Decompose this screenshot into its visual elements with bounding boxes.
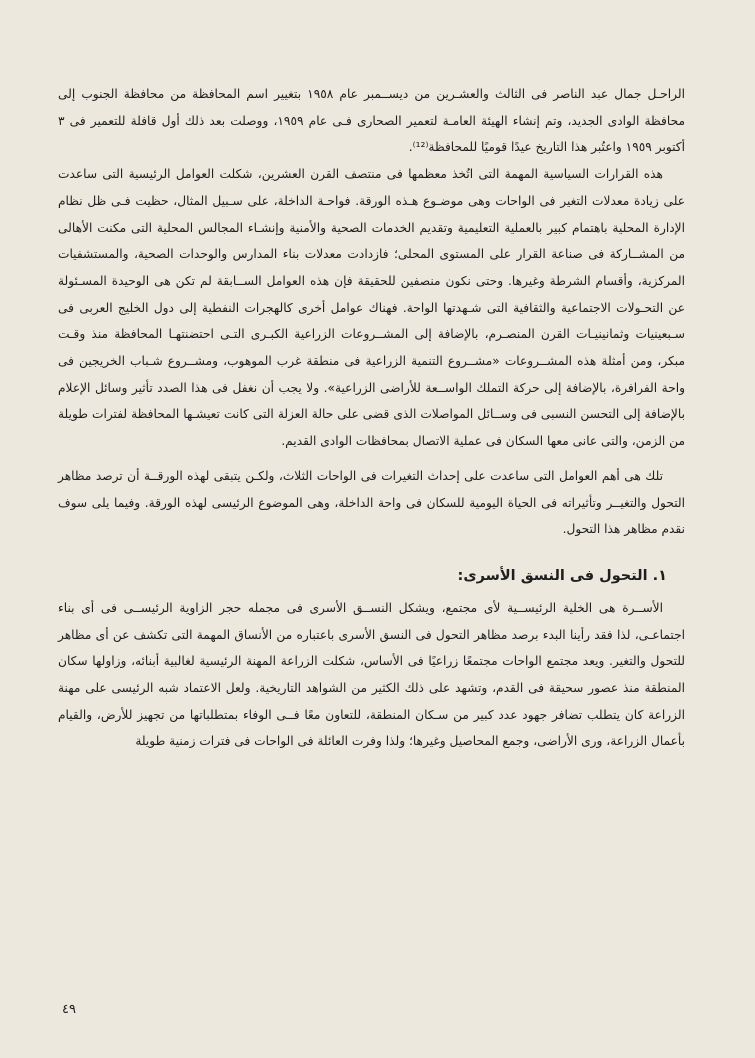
paragraph-2: هذه القرارات السياسية المهمة التى اتُخذ معظمها فى منتصف القرن العشرين، شكلت العوامل الرئيسية التى ساعدت على زيادة معدلات التغير فى الواحات وهى موضـوع هـذه الورقة. فواحـة الداخلة، على سـبيل المثال، حظيت فـى ظل نظام الإدارة المحلية باهتمام كبير بالعملية التعليمية وتقديم الخدمات الصحية والأمنية وإنشـاء المجالس المحلية التى مكنت الأهالى من المشــاركة فى صناعة القرار على المستوى المحلى؛ فازدادت معدلات بناء المدارس والوحدات الصحية، والمستشفيات المركزية، وأقسام الشرطة وغيرها. وحتى نكون منصفين للحقيقة فإن هذه العوامل الســابقة لم تكن هى الوحيدة المسـئولة عن التحـولات الاجتماعية والثقافية التى شـهدتها الواحة. فهناك عوامل أخرى كالهجرات النفطية إلى دول الخليج العربى فى سـبعينيات وثمانينيـات القرن المنصـرم، بالإضافة إلى المشــروعات الزراعية الكبـرى التـى احتضنتهـا المحافظة منذ وقـت مبكر، ومن أمثلة هذه المشــروعات «مشــروع التنمية الزراعية فى منطقة غرب الموهوب، ومشــروع شـباب الخريجين فى واحة الفرافرة، بالإضافة إلى حركة التملك الواســعة للأراضى الزراعية». ولا يجب أن نغفل فى هذا الصدد تأثير وسائل الإعلام بالإضافة إلى التحسن النسبى فى وســائل المواصلات الذى قضى على حالة العزلة التى كانت تعيشـها المحافظة لفترات طويلة من الزمن، والتى عانى معها السكان فى عملية الاتصال بمحافظات الوادى القديم.: [58, 167, 685, 449]
paragraph-4: الأســرة هى الخلية الرئيســية لأى مجتمع، ويشكل النســق الأسرى فى مجمله حجر الزاوية الرئيســى فى أى بناء اجتماعـى، لذا فقد رأينا البدء برصد مظاهر التحول فى النسق الأسرى باعتباره من الأنساق المهمة التى تكشف عن أى مظاهر للتحول والتغير. ويعد مجتمع الواحات مجتمعًا زراعيًا فى الأساس، شكلت الزراعة المهنة الرئيسية لغالبية أبنائه، وزاولها سكان المنطقة منذ عصور سحيقة فى القدم، وتشهد على ذلك الكثير من الشواهد التاريخية. ولعل الاعتماد شبه الرئيسى على مهنة الزراعة كان يتطلب تضافر جهود عدد كبير من سـكان المنطقة، للتعاون معًا فــى الوفاء بمتطلباتها من تجهيز للأرض، والقيام بأعمال الزراعة، ورى الأراضى، وجمع المحاصيل وغيرها؛ ولذا وفرت العائلة فى الواحات فى فترات زمنية طويلة: [58, 600, 685, 749]
paragraph-1: الراحـل جمال عبد الناصر فى الثالث والعشـرين من ديســمبر عام ١٩٥٨ بتغيير اسم المحافظة من محافظة الجنوب إلى محافظة الوادى الجديد، وتم إنشاء الهيئة العامـة لتعمير الصحارى فـى عام ١٩٥٩، ووصلت بعد ذلك أول قافلة للتعمير فى ٣ أكتوبر ١٩٥٩ واعتُبر هذا التاريخ عيدًا قوميًا للمحافظة⁽¹²⁾.: [58, 87, 685, 155]
paragraph-3: تلك هى أهم العوامل التى ساعدت على إحداث التغيرات فى الواحات الثلاث، ولكـن يتبقى لهذه الورقــة أن ترصد مظاهر التحول والتغيــر وتأثيراته فى الحياة اليومية للسكان فى واحة الداخلة، وهى الموضوع الرئيسى لهذه الورقة. وفيما يلى سوف نقدم مظاهر هذا التحول.: [58, 468, 685, 537]
section-heading: ١. التحول فى النسق الأسرى:: [457, 567, 667, 584]
page-body: [58, 81, 685, 755]
page-number: ٤٩: [62, 1002, 76, 1017]
